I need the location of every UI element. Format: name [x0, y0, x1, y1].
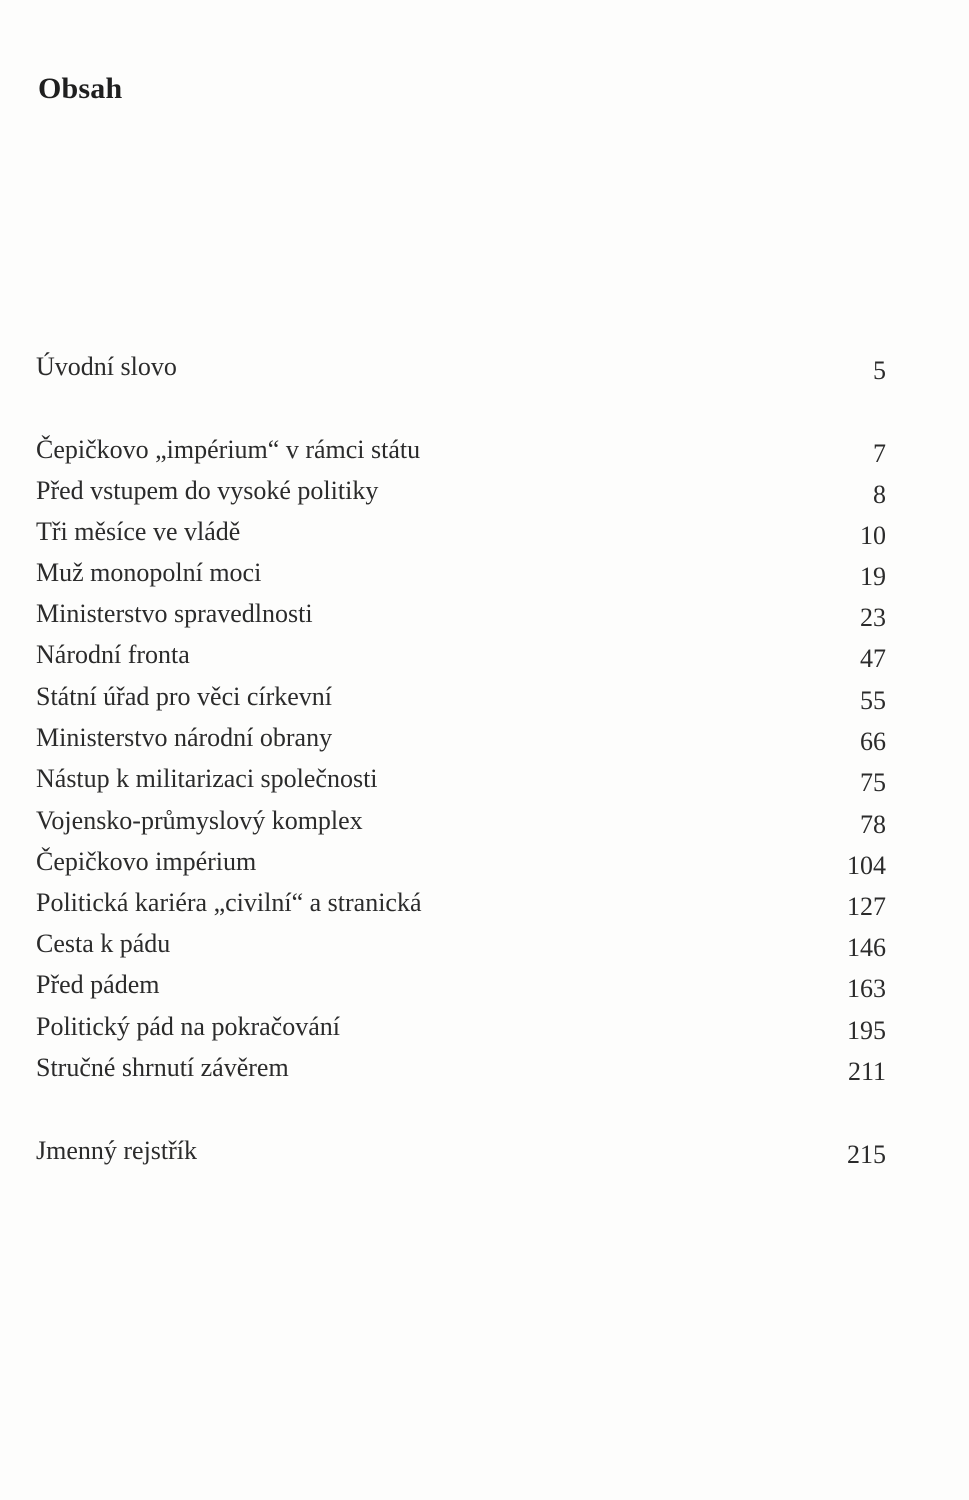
toc-entry-page: 47: [860, 644, 886, 673]
toc-entry-title: Nástup k militarizaci společnosti: [36, 764, 378, 793]
toc-entry: [36, 1010, 886, 1044]
toc-entry-page: 66: [860, 727, 886, 756]
toc-entry: [36, 680, 886, 714]
toc-entry-page: 195: [847, 1016, 886, 1045]
toc-entry-page: 75: [860, 768, 886, 797]
toc-entry-title: Ministerstvo národní obrany: [36, 723, 333, 752]
toc-entry-page: 8: [873, 480, 886, 509]
toc-entry: [36, 350, 886, 384]
toc-entry-page: 163: [847, 974, 886, 1003]
toc-entry: [36, 762, 886, 796]
toc-entry-page: 5: [873, 356, 886, 385]
toc-entry: [36, 804, 886, 838]
toc-entry-page: 78: [860, 810, 886, 839]
toc-entry: [36, 638, 886, 672]
toc-entry-title: Státní úřad pro věci církevní: [36, 682, 333, 711]
toc-entry-title: Před vstupem do vysoké politiky: [36, 476, 379, 505]
toc-entry-title: Národní fronta: [36, 640, 190, 669]
toc-entry: [36, 515, 886, 549]
toc-entry-title: Ministerstvo spravedlnosti: [36, 599, 313, 628]
toc-entry-title: Před pádem: [36, 970, 160, 999]
toc-entry: [36, 845, 886, 879]
toc-entry-title: Muž monopolní moci: [36, 558, 262, 587]
toc-entry: [36, 1134, 886, 1168]
toc-entry-page: 19: [860, 562, 886, 591]
toc-entry-title: Čepičkovo „impérium“ v rámci státu: [36, 435, 421, 464]
toc-entry-title: Cesta k pádu: [36, 929, 171, 958]
toc-entry-page: 211: [847, 1057, 886, 1086]
toc-entry-page: 215: [847, 1140, 886, 1169]
toc-entry-title: Stručné shrnutí závěrem: [36, 1053, 289, 1082]
toc-entry: [36, 968, 886, 1002]
toc-entry: [36, 927, 886, 961]
toc-entry-title: Úvodní slovo: [36, 352, 177, 381]
toc-entry-title: Politický pád na pokračování: [36, 1012, 340, 1041]
toc-entry-page: 10: [860, 521, 886, 550]
toc-entry-page: 127: [847, 892, 886, 921]
toc-entry-page: 7: [873, 439, 886, 468]
toc-entry-page: 55: [860, 686, 886, 715]
toc-entry: [36, 1051, 886, 1085]
toc-entry-page: 146: [847, 933, 886, 962]
page-title: Obsah: [38, 72, 123, 105]
toc-entry-page: 104: [847, 851, 886, 880]
toc-entry-title: Čepičkovo impérium: [36, 847, 257, 876]
toc-entry-title: Vojensko-průmyslový komplex: [36, 806, 363, 835]
toc-entry-title: Politická kariéra „civilní“ a stranická: [36, 888, 422, 917]
toc-entry: [36, 474, 886, 508]
toc-entry: [36, 597, 886, 631]
toc-entry-page: 23: [860, 603, 886, 632]
toc-entry: [36, 721, 886, 755]
toc-entry-title: Tři měsíce ve vládě: [36, 517, 241, 546]
toc-entry-title: Jmenný rejstřík: [36, 1136, 198, 1165]
toc-entry: [36, 556, 886, 590]
toc-entry: [36, 433, 886, 467]
toc-entry: [36, 886, 886, 920]
